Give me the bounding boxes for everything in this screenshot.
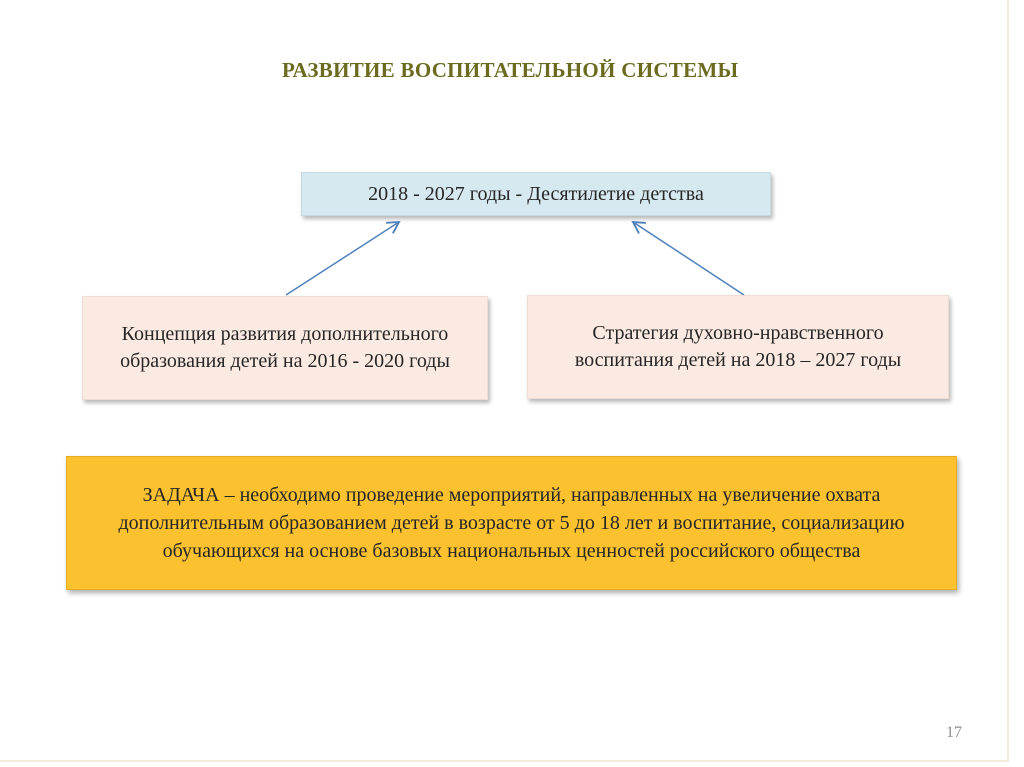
decade-of-childhood-box <box>301 172 771 216</box>
strategy-text: Стратегия духовно-нравственного воспитания детей на 2018 – 2027 годы <box>574 322 902 371</box>
decade-of-childhood-text: 2018 - 2027 годы - Десятилетие детства <box>368 182 704 205</box>
slide-title: РАЗВИТИЕ ВОСПИТАТЕЛЬНОЙ СИСТЕМЫ <box>282 58 739 82</box>
concept-text: Концепция развития дополнительного образования детей на 2016 - 2020 годы <box>120 323 450 372</box>
concept-box <box>82 296 488 400</box>
strategy-box <box>527 295 949 399</box>
page-number: 17 <box>946 724 962 741</box>
task-text: ЗАДАЧА – необходимо проведение мероприятий, направленных на увеличение охвата дополнительным образованием детей в возрасте от 5 до 18 лет и воспитание, социализацию обучающихся на основе базовых национальных ценностей российского общества <box>118 484 905 562</box>
task-box <box>66 456 957 590</box>
